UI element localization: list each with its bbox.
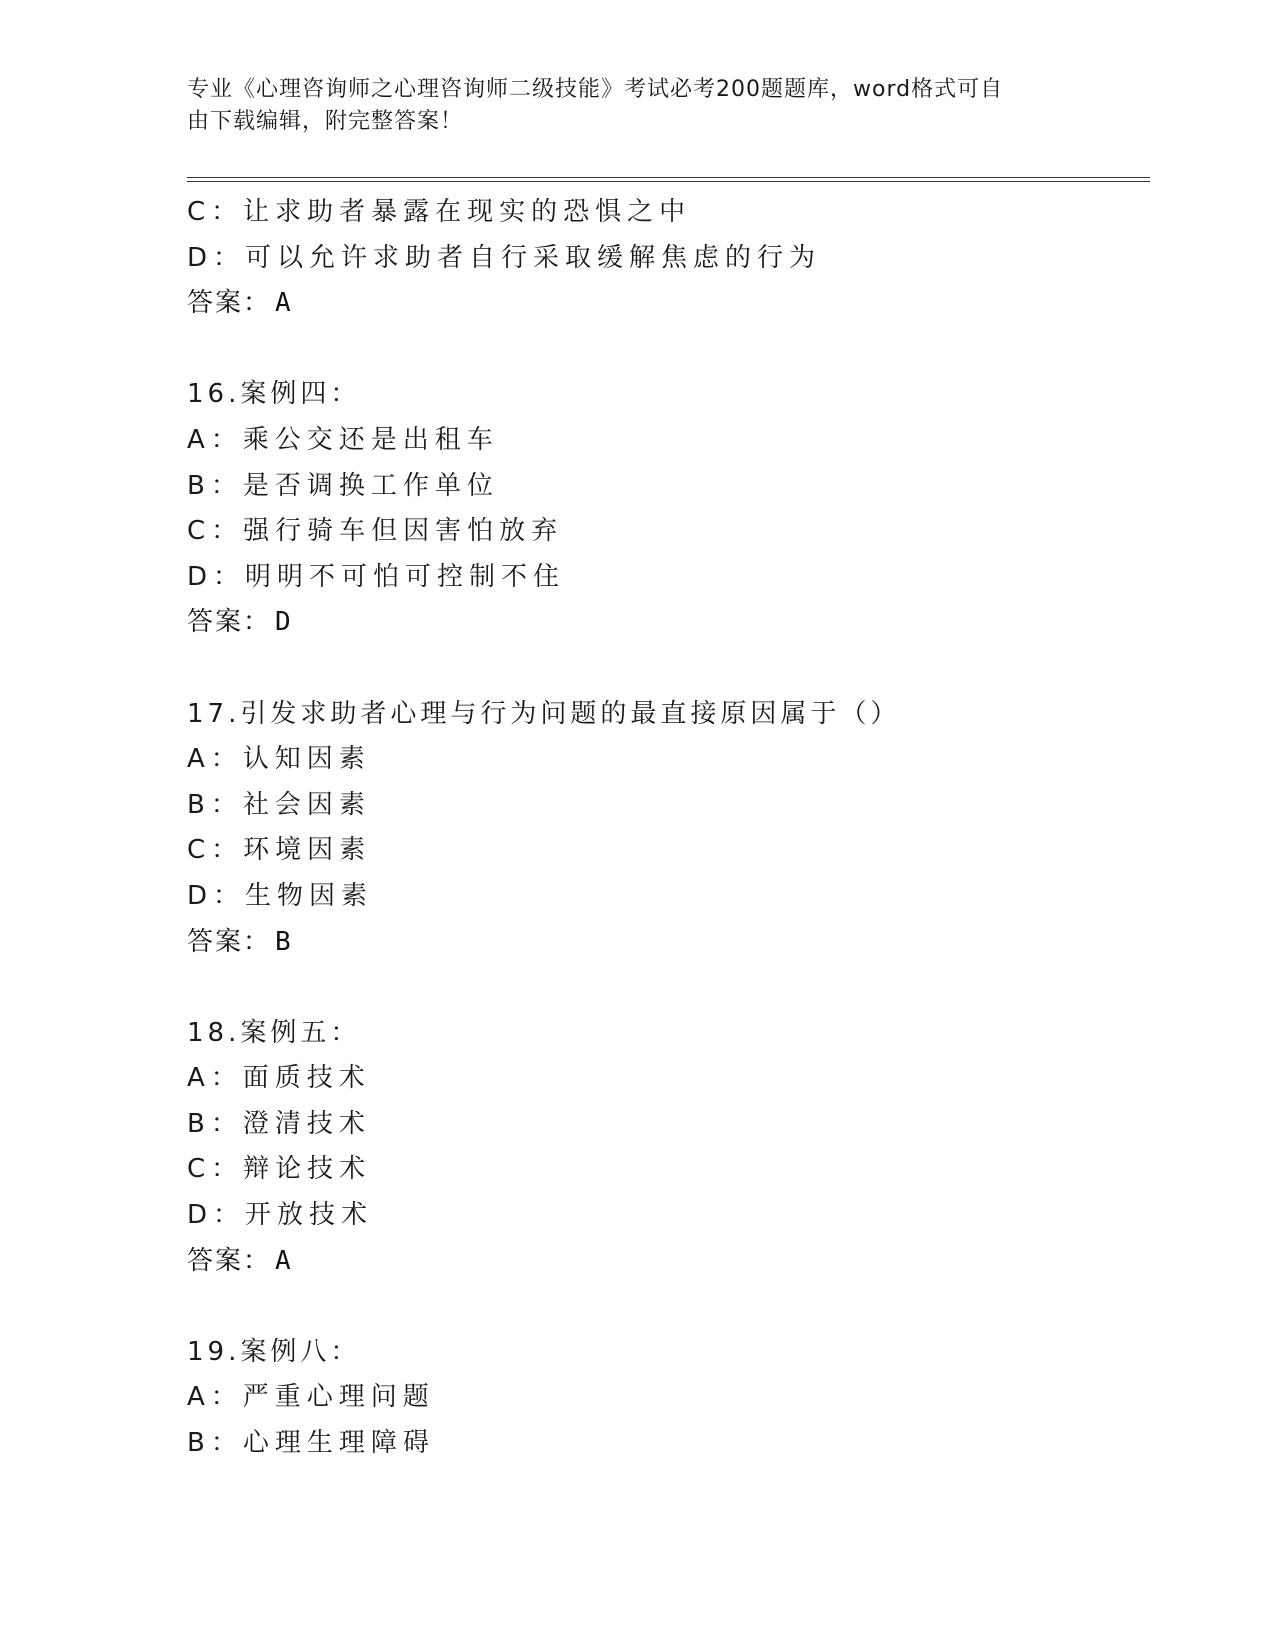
option-d: D：可以允许求助者自行采取缓解焦虑的行为 <box>187 242 822 273</box>
question-18 <box>187 1011 1147 1285</box>
option-d: D：明明不可怕可控制不住 <box>187 561 566 592</box>
option-a: A：认知因素 <box>187 744 371 775</box>
question-title: 18.案例五： <box>187 1017 361 1048</box>
answer-value: A <box>275 288 291 319</box>
question-list <box>187 190 1147 1467</box>
answer-line <box>187 920 1147 966</box>
header-line-1: 专业《心理咨询师之心理咨询师二级技能》考试必考200题题库，word格式可自 <box>187 77 1004 102</box>
answer-value: D <box>275 607 291 638</box>
question-title: 17.引发求助者心理与行为问题的最直接原因属于（） <box>187 698 901 729</box>
question-17 <box>187 692 1147 966</box>
option-b: B：心理生理障碍 <box>187 1428 435 1459</box>
answer-label: 答案： <box>187 1245 272 1276</box>
answer-value: B <box>275 926 291 957</box>
answer-line <box>187 281 1147 327</box>
question-19 <box>187 1330 1147 1467</box>
document-header <box>187 74 1067 138</box>
option-c: C：辩论技术 <box>187 1154 372 1185</box>
question-title: 19.案例八： <box>187 1336 361 1367</box>
option-a: A：严重心理问题 <box>187 1382 435 1413</box>
option-b: B：是否调换工作单位 <box>187 470 499 501</box>
spacer <box>187 1284 1147 1330</box>
answer-label: 答案： <box>187 288 272 319</box>
continued-question <box>187 190 1147 327</box>
option-c: C：让求助者暴露在现实的恐惧之中 <box>187 197 692 227</box>
spacer <box>187 646 1147 692</box>
answer-value: A <box>275 1245 291 1276</box>
option-b: B：澄清技术 <box>187 1108 371 1139</box>
option-d: D：生物因素 <box>187 880 374 911</box>
option-b: B：社会因素 <box>187 789 371 820</box>
answer-label: 答案： <box>187 926 272 957</box>
answer-label: 答案： <box>187 607 272 638</box>
answer-line <box>187 1239 1147 1285</box>
option-a: A：乘公交还是出租车 <box>187 424 499 455</box>
spacer <box>187 327 1147 373</box>
header-line-2: 由下载编辑，附完整答案！ <box>187 109 464 134</box>
option-a: A：面质技术 <box>187 1063 371 1094</box>
option-c: C：环境因素 <box>187 835 372 866</box>
header-divider-bottom <box>187 181 1150 182</box>
option-d: D：开放技术 <box>187 1200 374 1231</box>
option-c: C：强行骑车但因害怕放弃 <box>187 516 564 547</box>
spacer <box>187 965 1147 1011</box>
question-title: 16.案例四： <box>187 379 361 410</box>
header-divider-top <box>187 177 1150 178</box>
question-16 <box>187 372 1147 646</box>
answer-line <box>187 600 1147 646</box>
